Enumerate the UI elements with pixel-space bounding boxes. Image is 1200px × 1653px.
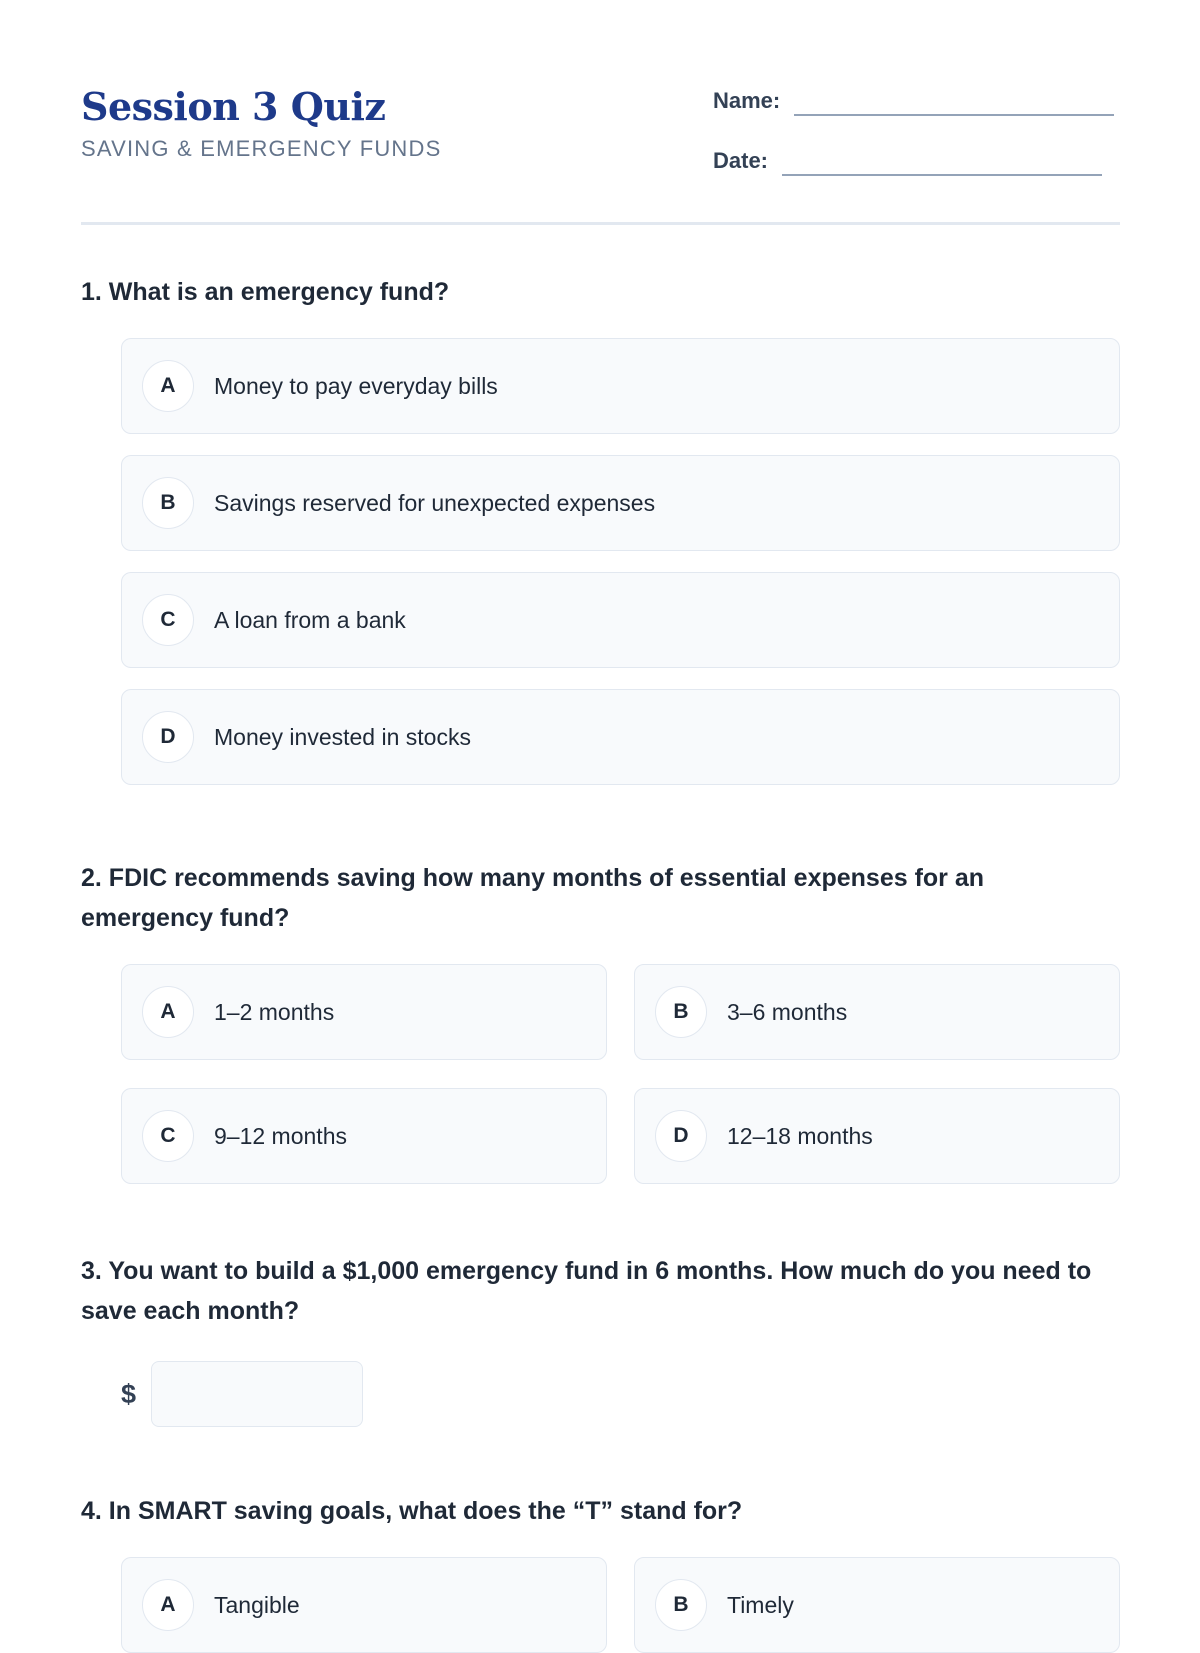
option-letter-badge: C <box>142 1110 194 1162</box>
name-field <box>713 84 1114 116</box>
page-subtitle: SAVING & EMERGENCY FUNDS <box>81 136 442 161</box>
option-a[interactable] <box>121 1557 607 1653</box>
option-letter-badge: D <box>142 711 194 763</box>
option-letter-badge: B <box>142 477 194 529</box>
option-text: Money to pay everyday bills <box>214 372 498 399</box>
question-text: 4. In SMART saving goals, what does the “T” stand for? <box>81 1497 743 1525</box>
currency-symbol: $ <box>121 1378 137 1409</box>
question-text: 3. You want to build a $1,000 emergency fund in 6 months. How much do you need to save each month? <box>81 1257 1092 1325</box>
option-a[interactable] <box>121 964 607 1060</box>
option-text: 9–12 months <box>214 1122 347 1149</box>
question-text: 1. What is an emergency fund? <box>81 278 450 306</box>
option-text: Timely <box>727 1591 794 1618</box>
option-d[interactable] <box>121 689 1120 785</box>
answer-options <box>121 1557 1120 1653</box>
option-letter-badge: A <box>142 360 194 412</box>
date-input-line[interactable] <box>782 144 1102 176</box>
option-d[interactable] <box>634 1088 1120 1184</box>
option-b[interactable] <box>121 455 1120 551</box>
option-c[interactable] <box>121 1088 607 1184</box>
option-b[interactable] <box>634 1557 1120 1653</box>
date-field <box>713 144 1102 176</box>
option-letter-badge: A <box>142 1579 194 1631</box>
date-label: Date: <box>713 148 769 173</box>
option-text: 12–18 months <box>727 1122 873 1149</box>
answer-options <box>121 338 1120 785</box>
option-letter-badge: C <box>142 594 194 646</box>
option-letter-badge: B <box>655 1579 707 1631</box>
quiz-page <box>81 0 1120 1618</box>
question-2 <box>81 858 1120 1184</box>
name-label: Name: <box>713 88 781 113</box>
answer-options <box>121 964 1120 1184</box>
name-input-line[interactable] <box>794 84 1114 116</box>
option-letter-badge: A <box>142 986 194 1038</box>
answer-row <box>121 1361 1120 1427</box>
option-text: 3–6 months <box>727 998 848 1025</box>
option-text: Money invested in stocks <box>214 723 471 750</box>
option-c[interactable] <box>121 572 1120 668</box>
question-text: 2. FDIC recommends saving how many months of essential expenses for an emergency fund? <box>81 864 985 932</box>
amount-input[interactable] <box>151 1361 363 1427</box>
option-a[interactable] <box>121 338 1120 434</box>
quiz-header <box>81 0 1120 225</box>
question-4 <box>81 1491 1120 1653</box>
option-text: 1–2 months <box>214 998 335 1025</box>
page-title: Session 3 Quiz <box>81 84 386 129</box>
option-letter-badge: D <box>655 1110 707 1162</box>
option-letter-badge: B <box>655 986 707 1038</box>
option-b[interactable] <box>634 964 1120 1060</box>
option-text: Tangible <box>214 1591 300 1618</box>
question-1 <box>81 272 1120 806</box>
option-text: Savings reserved for unexpected expenses <box>214 489 656 516</box>
option-text: A loan from a bank <box>214 606 406 633</box>
question-3 <box>81 1251 1120 1427</box>
